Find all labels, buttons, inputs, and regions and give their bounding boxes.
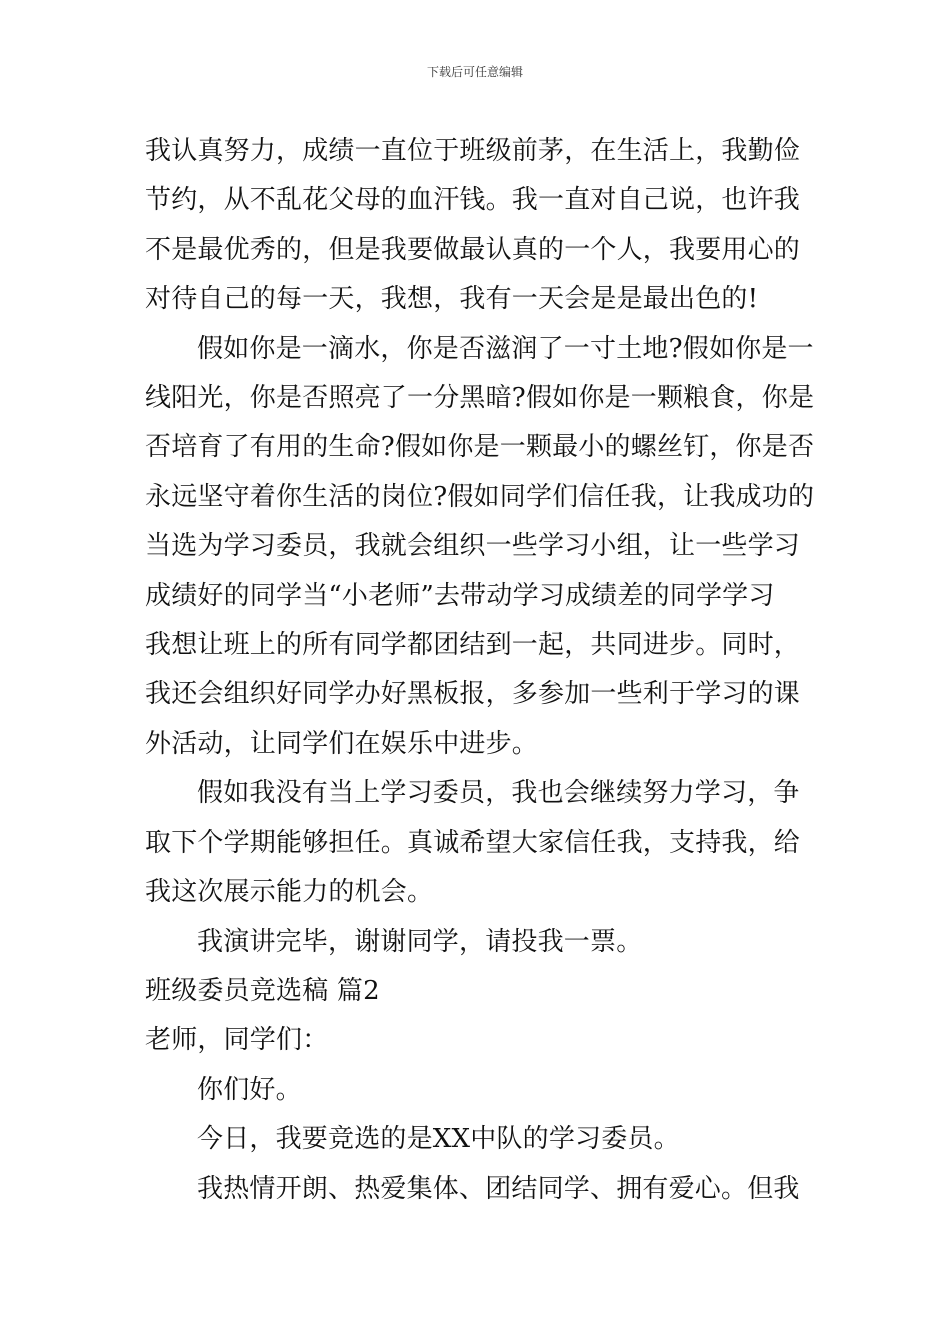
- text-line: 对待自己的每一天，我想，我有一天会是是最出色的!: [145, 284, 759, 315]
- text-line: 我想让班上的所有同学都团结到一起，共同进步。同时，: [145, 630, 801, 661]
- text-line: 你们好。: [197, 1074, 302, 1105]
- text-line: 取下个学期能够担任。真诚希望大家信任我，支持我，给: [145, 827, 801, 858]
- text-line: 我演讲完毕，谢谢同学，请投我一票。: [197, 926, 643, 957]
- text-line: 线阳光，你是否照亮了一分黑暗?假如你是一颗粮食，你是: [145, 383, 815, 414]
- text-line: 假如我没有当上学习委员，我也会继续努力学习，争: [197, 778, 800, 809]
- text-line: 老师，同学们：: [145, 1025, 329, 1056]
- text-line: 成绩好的同学当“小老师”去带动学习成绩差的同学学习: [145, 580, 775, 611]
- page-header: 下载后可任意编辑: [426, 65, 523, 79]
- document-body: [145, 127, 815, 1214]
- text-line: 否培育了有用的生命?假如你是一颗最小的螺丝钉，你是否: [145, 432, 815, 463]
- text-line: 我认真努力，成绩一直位于班级前茅，在生活上，我勤俭: [145, 136, 801, 166]
- text-line: 永远坚守着你生活的岗位?假如同学们信任我，让我成功的: [145, 481, 815, 512]
- text-line: 当选为学习委员，我就会组织一些学习小组，让一些学习: [145, 531, 801, 562]
- text-line: 假如你是一滴水，你是否滋润了一寸土地?假如你是一: [197, 333, 814, 364]
- text-line: 班级委员竞选稿 篇2: [145, 975, 380, 1006]
- text-line: 我这次展示能力的机会。: [145, 877, 434, 908]
- text-line: 我热情开朗、热爱集体、团结同学、拥有爱心。但我: [197, 1173, 800, 1204]
- text-line: 不是最优秀的，但是我要做最认真的一个人，我要用心的: [145, 234, 801, 265]
- text-line: 节约，从不乱花父母的血汗钱。我一直对自己说，也许我: [145, 185, 801, 216]
- text-line: 今日，我要竞选的是XX中队的学习委员。: [197, 1124, 680, 1155]
- text-line: 外活动，让同学们在娱乐中进步。: [145, 728, 539, 759]
- text-line: 我还会组织好同学办好黑板报，多参加一些利于学习的课: [145, 679, 801, 710]
